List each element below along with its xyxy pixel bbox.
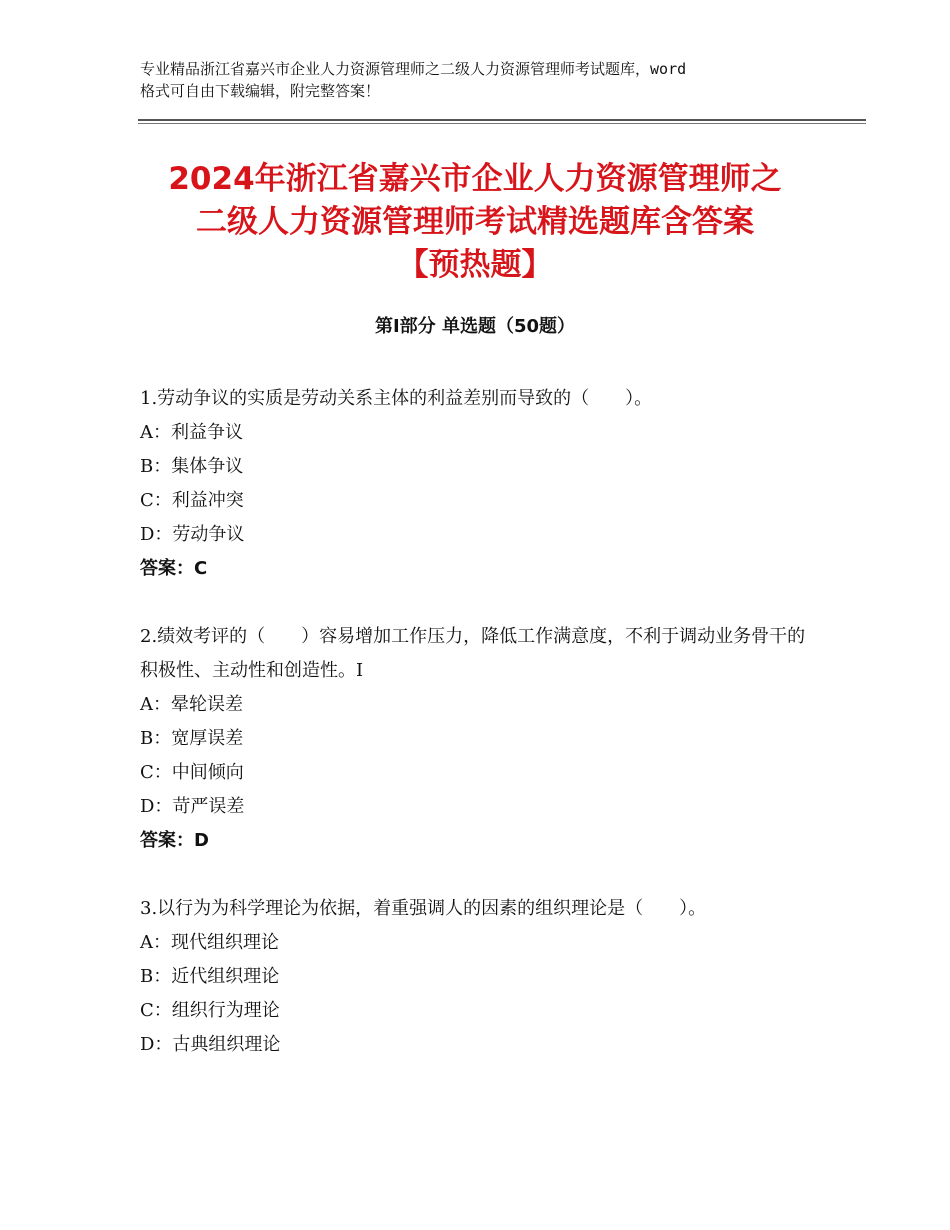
- option-c: C：中间倾向: [140, 762, 244, 783]
- question-stem: 3.以行为为科学理论为依据，着重强调人的因素的组织理论是（ ）。: [140, 898, 707, 919]
- header-note-line2: 格式可自由下载编辑，附完整答案！: [140, 82, 381, 100]
- header-divider: [138, 119, 866, 125]
- option-c: C：利益冲突: [140, 490, 244, 511]
- option-a: A：现代组织理论: [140, 932, 279, 953]
- option-a: A：利益争议: [140, 422, 243, 443]
- header-note-line1: 专业精品浙江省嘉兴市企业人力资源管理师之二级人力资源管理师考试题库，word: [140, 60, 687, 78]
- question-stem: 1.劳动争议的实质是劳动关系主体的利益差别而导致的（ ）。: [140, 388, 653, 409]
- option-d: D：古典组织理论: [140, 1034, 281, 1055]
- question-stem: 2.绩效考评的（ ）容易增加工作压力，降低工作满意度，不利于调动业务骨干的积极性、主动性和创造性。I: [140, 626, 806, 681]
- option-b: B：近代组织理论: [140, 966, 280, 987]
- option-a: A：晕轮误差: [140, 694, 243, 715]
- document-title-line1: 2024年浙江省嘉兴市企业人力资源管理师之: [168, 161, 782, 197]
- question-3: [140, 892, 820, 1062]
- answer: 答案：C: [140, 558, 208, 579]
- answer: 答案：D: [140, 830, 209, 851]
- question-list: [140, 382, 820, 1096]
- option-d: D：苛严误差: [140, 796, 245, 817]
- document-title-line2: 二级人力资源管理师考试精选题库含答案: [196, 204, 754, 240]
- option-b: B：集体争议: [140, 456, 244, 477]
- option-c: C：组织行为理论: [140, 1000, 280, 1021]
- option-d: D：劳动争议: [140, 524, 245, 545]
- header-note: [140, 58, 820, 102]
- option-b: B：宽厚误差: [140, 728, 244, 749]
- section-title: 第Ⅰ部分 单选题（50题）: [374, 316, 575, 337]
- question-1: [140, 382, 820, 586]
- question-2: [140, 620, 820, 858]
- document-title: [100, 158, 850, 287]
- document-title-line3: 【预热题】: [397, 247, 553, 283]
